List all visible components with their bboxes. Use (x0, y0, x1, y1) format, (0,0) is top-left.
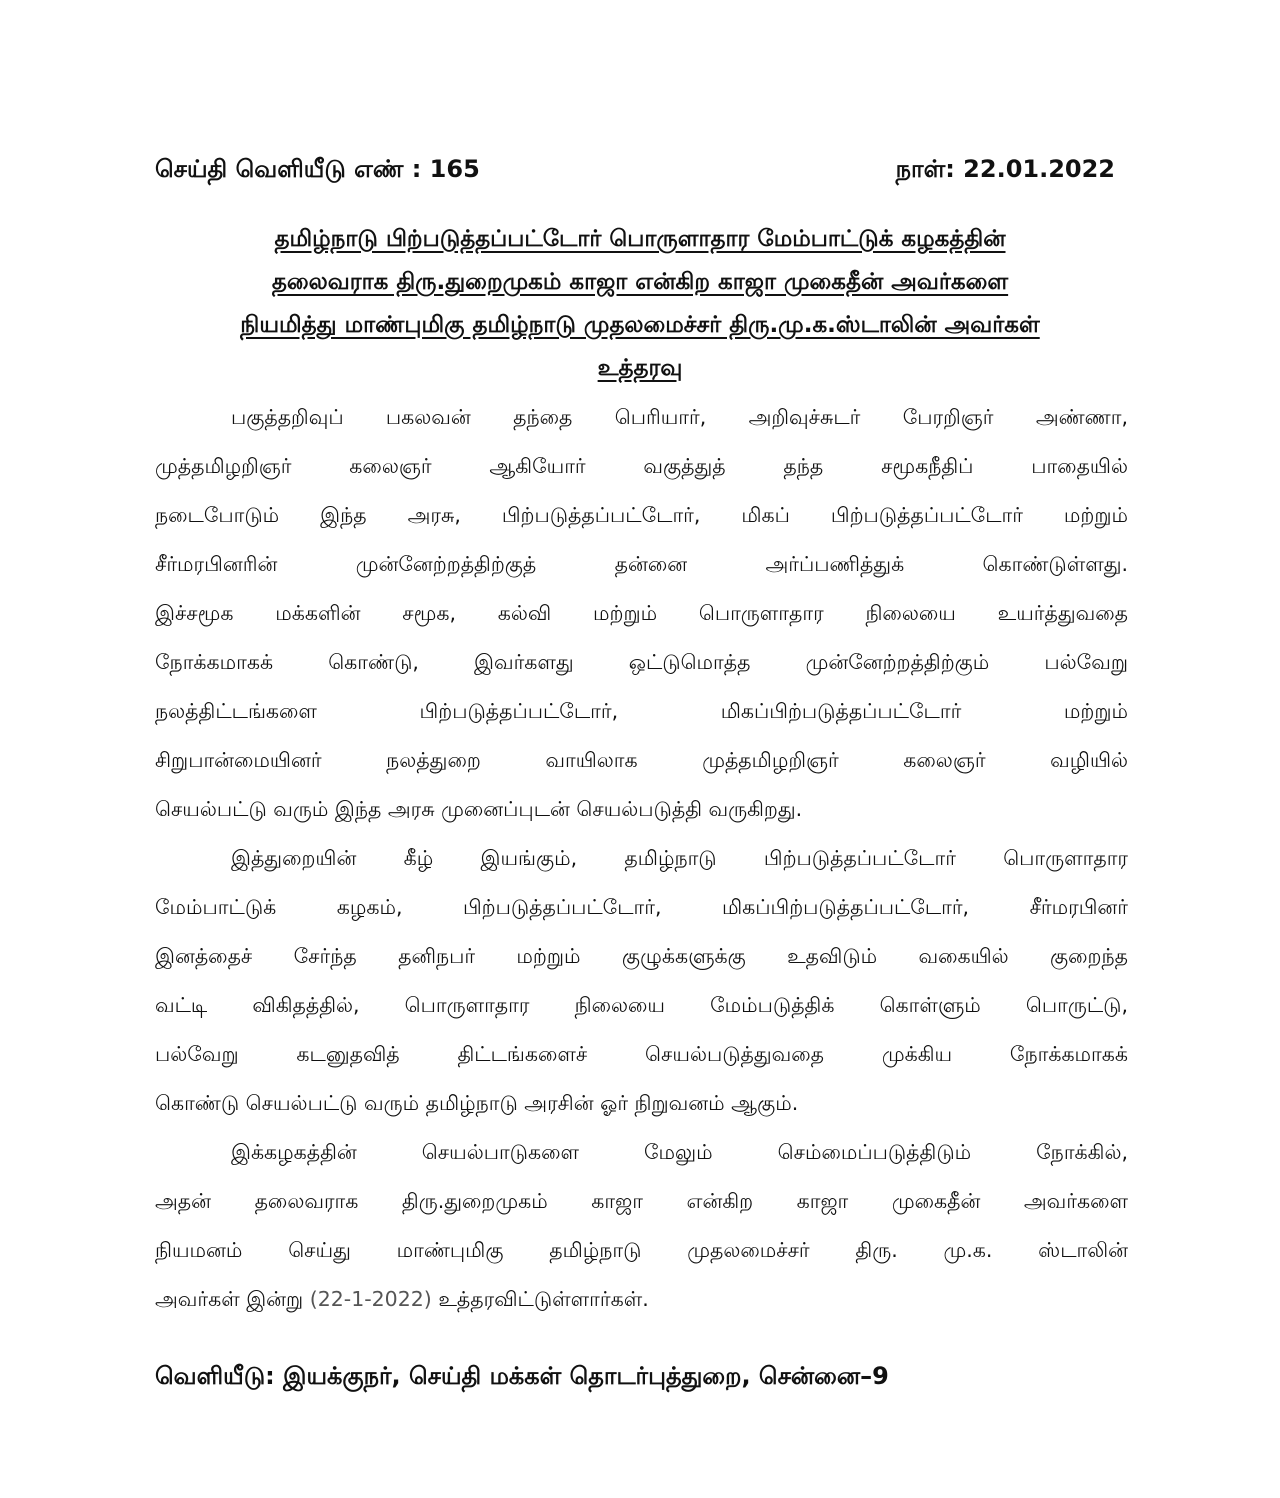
body-line: நியமனம் செய்து மாண்புமிகு தமிழ்நாடு முதலமைச்சர் திரு. மு.க. ஸ்டாலின் (155, 1238, 1128, 1262)
body-line: நடைபோடும் இந்த அரசு, பிற்படுத்தப்பட்டோர், மிகப் பிற்படுத்தப்பட்டோர் மற்றும் (155, 503, 1128, 527)
body-line: பல்வேறு கடனுதவித் திட்டங்களைச் செயல்படுத்துவதை முக்கிய நோக்கமாகக் (155, 1042, 1128, 1066)
body-line: வட்டி விகிதத்தில், பொருளாதார நிலையை மேம்படுத்திக் கொள்ளும் பொருட்டு, (155, 993, 1128, 1017)
body-line: முத்தமிழறிஞர் கலைஞர் ஆகியோர் வகுத்துத் தந்த சமூகநீதிப் பாதையில் (155, 454, 1128, 478)
body-line: இனத்தைச் சேர்ந்த தனிநபர் மற்றும் குழுக்களுக்கு உதவிடும் வகையில் குறைந்த (155, 944, 1128, 968)
title-line: தலைவராக திரு.துறைமுகம் காஜா என்கிற காஜா முகைதீன் அவர்களை (271, 269, 1009, 295)
body-text-segment: உத்தரவிட்டுள்ளார்கள். (431, 1287, 649, 1311)
title-line: தமிழ்நாடு பிற்படுத்தப்பட்டோர் பொருளாதார மேம்பாட்டுக் கழகத்தின் (274, 226, 1006, 252)
title-line: நியமித்து மாண்புமிகு தமிழ்நாடு முதலமைச்சர் திரு.மு.க.ஸ்டாலின் அவர்கள் (240, 312, 1040, 338)
title-line: உத்தரவு (597, 355, 683, 381)
body-line: அதன் தலைவராக திரு.துறைமுகம் காஜா என்கிற காஜா முகைதீன் அவர்களை (155, 1189, 1128, 1213)
body-line: இச்சமூக மக்களின் சமூக, கல்வி மற்றும் பொருளாதார நிலையை உயர்த்துவதை (155, 601, 1128, 625)
body-line: இக்கழகத்தின் செயல்பாடுகளை மேலும் செம்மைப்படுத்திடும் நோக்கில், (231, 1140, 1128, 1164)
body-line: நலத்திட்டங்களை பிற்படுத்தப்பட்டோர், மிகப்பிற்படுத்தப்பட்டோர் மற்றும் (155, 699, 1128, 723)
footer-issuer: வெளியீடு: இயக்குநர், செய்தி மக்கள் தொடர்புத்துறை, சென்னை–9 (155, 1362, 889, 1390)
body-line: இத்துறையின் கீழ் இயங்கும், தமிழ்நாடு பிற்படுத்தப்பட்டோர் பொருளாதார (231, 846, 1128, 870)
page-title (160, 218, 1120, 390)
body-line: சிறுபான்மையினர் நலத்துறை வாயிலாக முத்தமிழறிஞர் கலைஞர் வழியில் (155, 748, 1128, 772)
body-line: கொண்டு செயல்பட்டு வரும் தமிழ்நாடு அரசின் ஓர் நிறுவனம் ஆகும். (155, 1091, 799, 1115)
body-line: செயல்பட்டு வரும் இந்த அரசு முனைப்புடன் செயல்படுத்தி வருகிறது. (155, 797, 803, 821)
body-text-segment: அவர்கள் இன்று (155, 1287, 310, 1311)
body-line: பகுத்தறிவுப் பகலவன் தந்தை பெரியார், அறிவுச்சுடர் பேரறிஞர் அண்ணா, (231, 405, 1128, 429)
body-line: நோக்கமாகக் கொண்டு, இவர்களது ஒட்டுமொத்த முன்னேற்றத்திற்கும் பல்வேறு (155, 650, 1128, 674)
body-line (155, 1275, 1128, 1324)
release-date: நாள்: 22.01.2022 (895, 155, 1115, 183)
body-text (155, 393, 1128, 1324)
body-line: சீர்மரபினரின் முன்னேற்றத்திற்குத் தன்னை அர்ப்பணித்துக் கொண்டுள்ளது. (155, 552, 1128, 576)
release-number: செய்தி வெளியீடு எண் : 165 (155, 155, 480, 183)
body-line: மேம்பாட்டுக் கழகம், பிற்படுத்தப்பட்டோர், மிகப்பிற்படுத்தப்பட்டோர், சீர்மரபினர் (155, 895, 1128, 919)
order-date: (22-1-2022) (309, 1287, 432, 1311)
header-row (155, 155, 1115, 195)
